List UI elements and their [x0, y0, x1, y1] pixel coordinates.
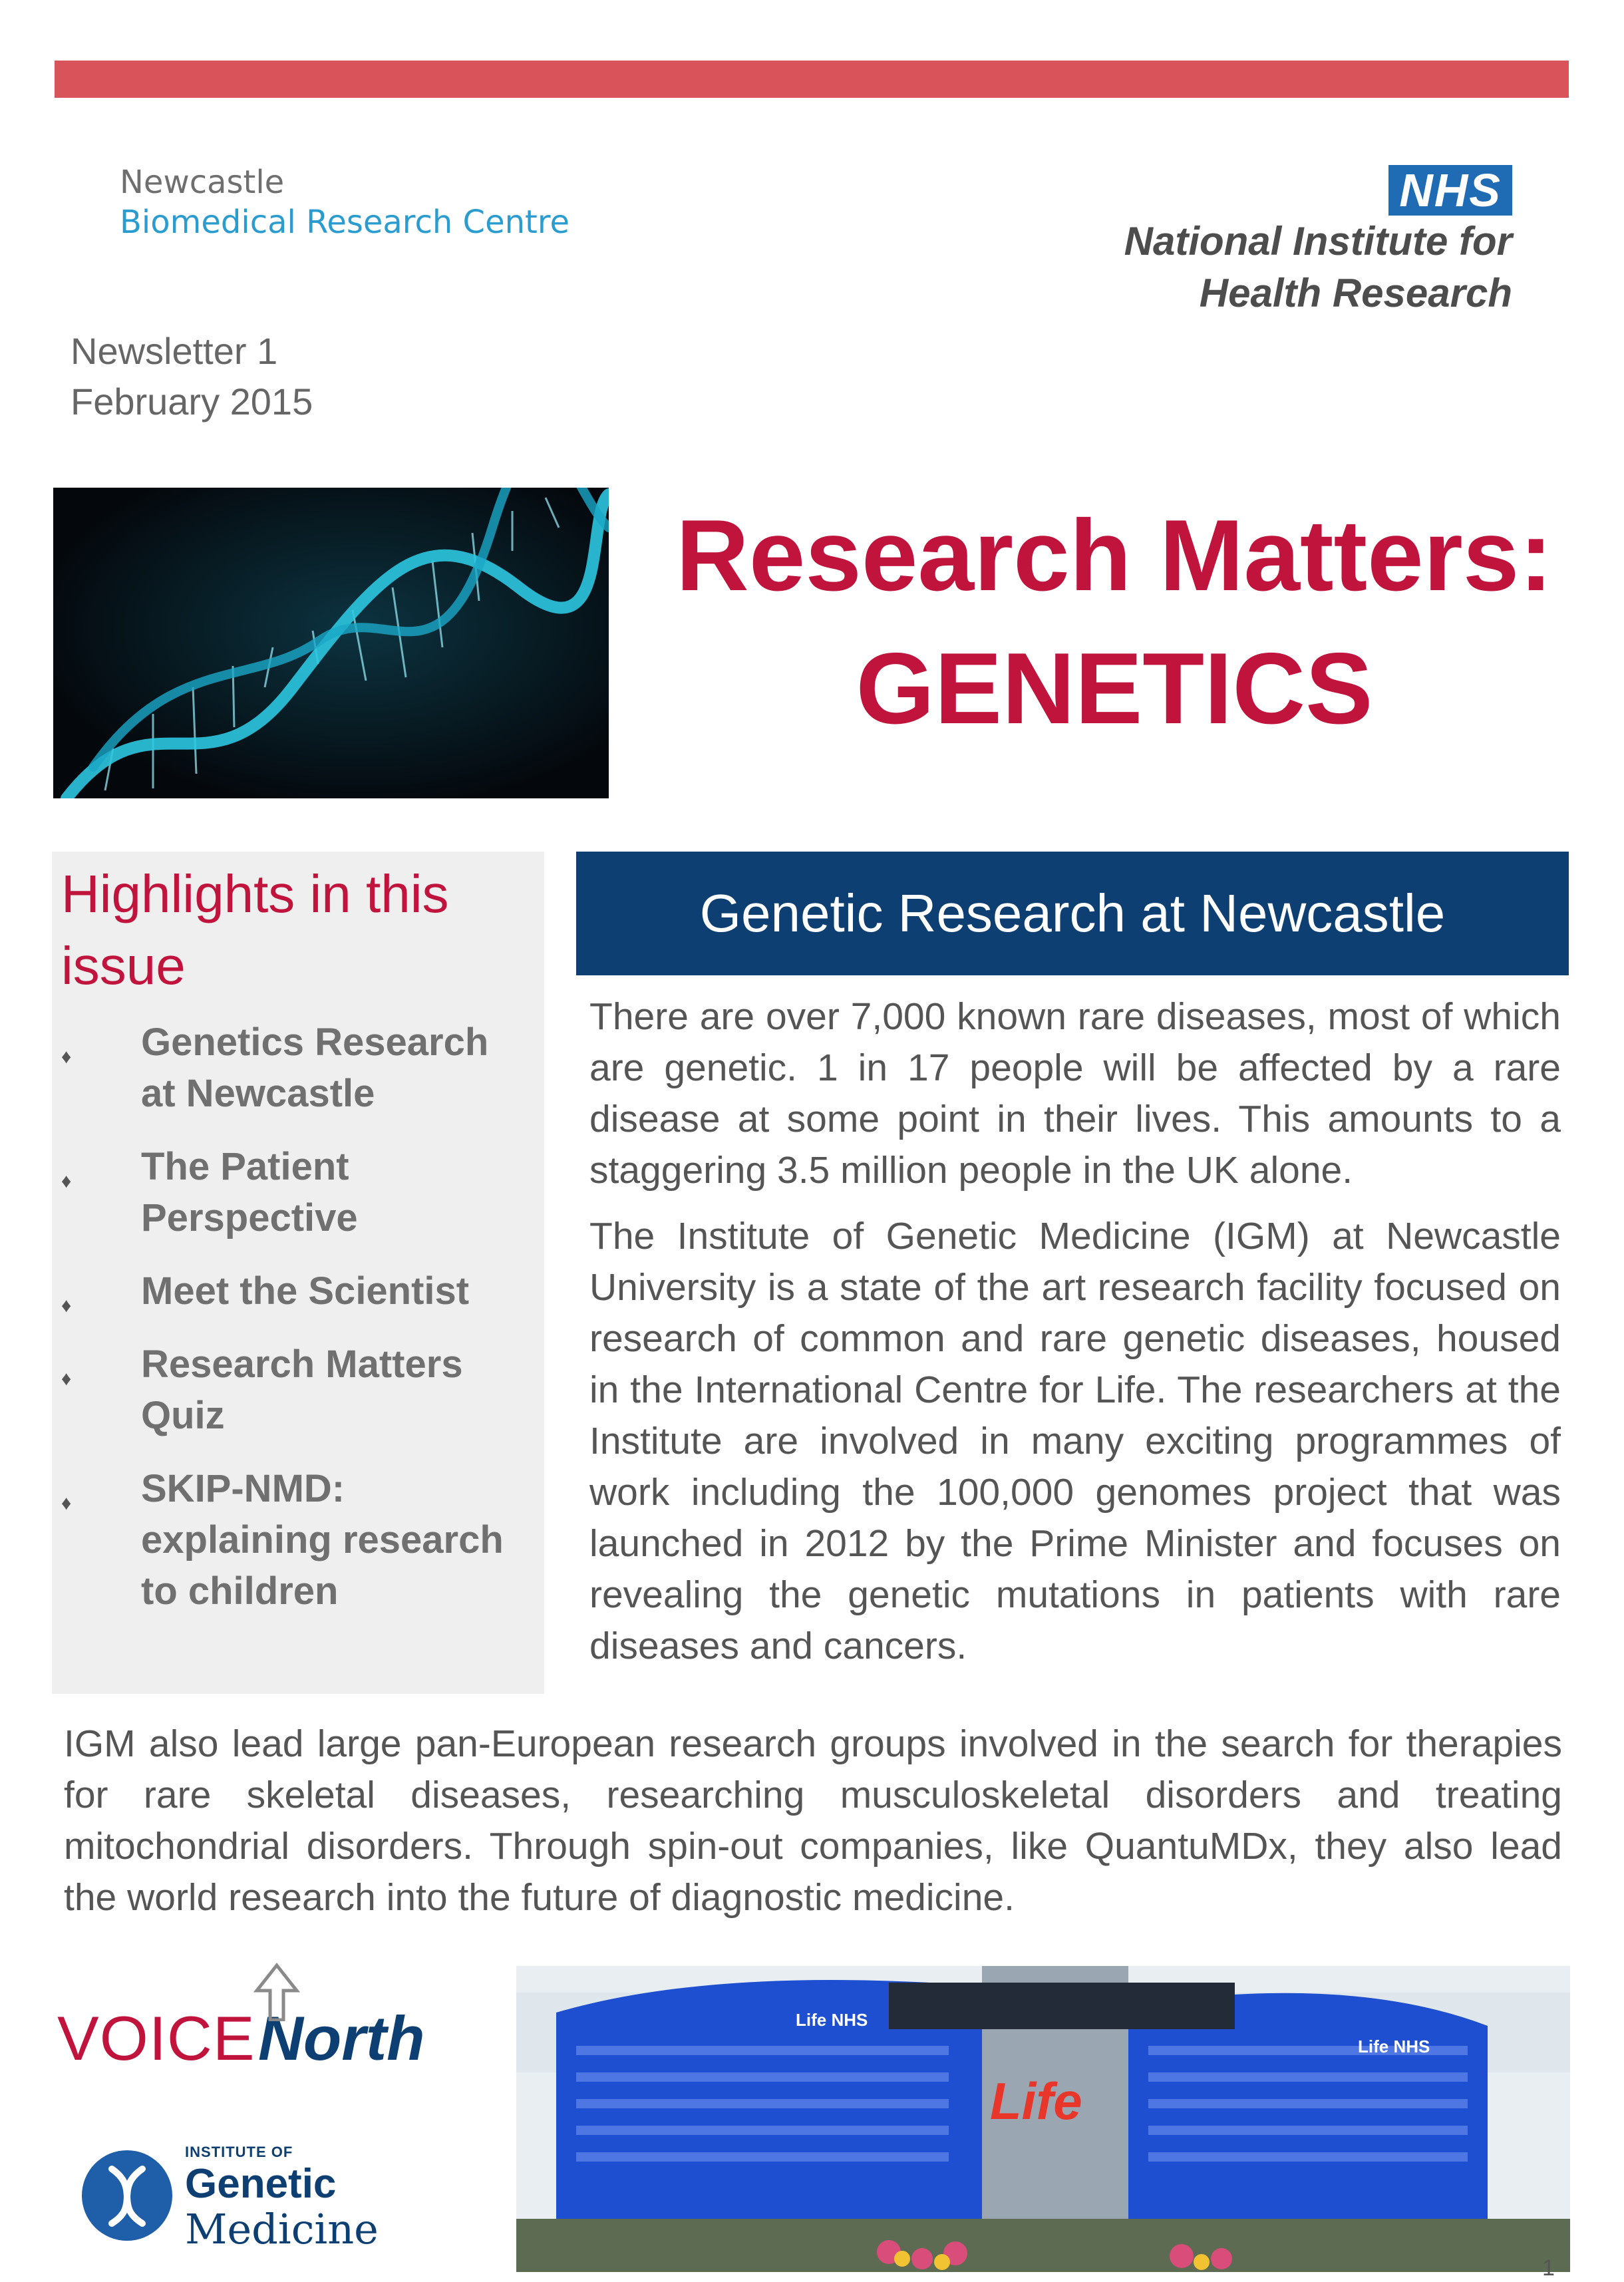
dna-helix-image — [53, 488, 609, 798]
article-paragraph-1: There are over 7,000 known rare diseases, most of which are genetic. 1 in 17 people will be affected by a rare disease at some point in their lives. This amounts to a staggering 3.5 million people in the UK alone. — [589, 995, 1561, 1192]
diamond-bullet-icon: ♦ — [61, 1295, 72, 1317]
page-number: 1 — [1542, 2255, 1555, 2281]
nihr-logo — [1053, 165, 1512, 319]
title-line1: Research Matters: — [676, 499, 1553, 612]
centre-for-life-photo — [516, 1966, 1570, 2272]
igm-line3: Medicine — [185, 2205, 379, 2253]
brc-logo-line1: Newcastle — [120, 164, 285, 201]
brc-logo-line2: Biomedical Research Centre — [120, 204, 570, 241]
igm-wordmark — [185, 2142, 379, 2253]
building-sign-left: Life NHS — [796, 2010, 868, 2030]
article-heading: Genetic Research at Newcastle — [576, 852, 1569, 975]
highlight-label: SKIP-NMD: explaining research to children — [141, 1467, 504, 1613]
igm-line2: Genetic — [185, 2161, 337, 2207]
nihr-line2: Health Research — [1199, 271, 1512, 315]
highlight-item — [61, 1017, 527, 1119]
igm-line1: INSTITUTE OF — [185, 2144, 293, 2160]
highlight-label: Meet the Scientist — [141, 1269, 470, 1313]
voice-north-logo — [57, 2003, 425, 2074]
highlight-label: Genetics Research at Newcastle — [141, 1021, 489, 1115]
newsletter-title — [639, 489, 1590, 755]
voice-logo-part1: VOICE — [57, 2003, 255, 2073]
biomedical-research-centre-logo — [120, 162, 569, 242]
article-paragraph-2: The Institute of Genetic Medicine (IGM) at Newcastle University is a state of the art research facility focused on research of common and rare genetic diseases, housed in the International Centre for Life. The researchers at the Institute are involved in many exciting programmes of work including the 100,000 genomes project that was launched in 2012 by the Prime Minister and focuses on revealing the genetic mutations in patients with rare diseases and cancers. — [589, 1215, 1561, 1667]
diamond-bullet-icon: ♦ — [61, 1492, 72, 1514]
institute-of-genetic-medicine-logo — [77, 2142, 410, 2255]
newsletter-number: Newsletter 1 — [71, 330, 278, 372]
highlight-item — [61, 1141, 527, 1243]
life-sign: Life — [990, 2072, 1082, 2130]
centre-for-life-building-graphic — [516, 1966, 1570, 2272]
highlight-item — [61, 1265, 527, 1317]
highlight-item — [61, 1463, 527, 1617]
top-accent-bar — [55, 61, 1569, 98]
diamond-bullet-icon: ♦ — [61, 1046, 72, 1068]
highlights-heading: Highlights in this issue — [61, 864, 449, 995]
voice-logo-part2: North — [257, 2003, 425, 2073]
building-sign-right: Life NHS — [1358, 2037, 1430, 2056]
highlight-label: The Patient Perspective — [141, 1145, 358, 1239]
highlights-list — [61, 1017, 527, 1639]
newsletter-date: February 2015 — [71, 381, 313, 422]
highlight-item — [61, 1339, 527, 1441]
up-arrow-icon — [250, 1961, 303, 2021]
diamond-bullet-icon: ♦ — [61, 1368, 72, 1390]
dna-helix-graphic — [53, 488, 609, 798]
diamond-bullet-icon: ♦ — [61, 1170, 72, 1192]
nhs-badge: NHS — [1388, 165, 1512, 216]
highlight-label: Research Matters Quiz — [141, 1343, 463, 1437]
title-line2: GENETICS — [856, 632, 1373, 745]
nihr-line1: National Institute for — [1124, 219, 1512, 263]
newsletter-info — [71, 326, 313, 427]
article-paragraph-3: IGM also lead large pan-European research groups involved in the search for therapies for rare skeletal diseases, researching musculoskeletal disorders and treating mitochondrial disorders. Through spin-out companies, like QuantuMDx, they also lead the world research into the future of diagnostic medicine. — [64, 1722, 1562, 1919]
igm-emblem-icon — [77, 2142, 177, 2249]
